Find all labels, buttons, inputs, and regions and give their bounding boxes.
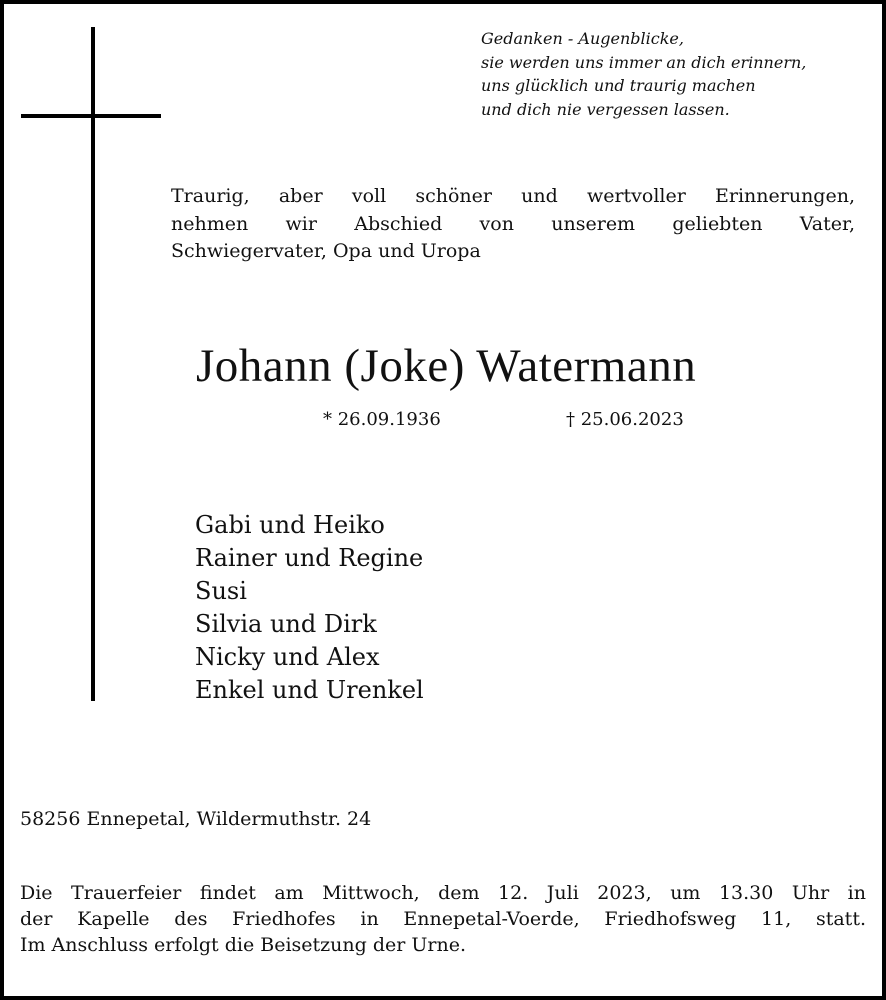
notice-line: der Kapelle des Friedhofes in Ennepetal-Voerde, Friedhofsweg 11, statt. xyxy=(20,908,866,930)
notice-line: Im Anschluss erfolgt die Beisetzung der Urne. xyxy=(20,934,466,956)
mourner-entry: Rainer und Regine xyxy=(195,544,424,572)
funeral-notice xyxy=(20,880,866,958)
poem-line: und dich nie vergessen lassen. xyxy=(481,99,730,119)
birth-date: * 26.09.1936 xyxy=(323,409,441,430)
mourner-entry: Silvia und Dirk xyxy=(195,610,377,638)
intro-line: Schwiegervater, Opa und Uropa xyxy=(171,240,481,262)
poem-line: sie werden uns immer an dich erinnern, xyxy=(481,52,807,72)
intro-text xyxy=(171,183,855,266)
deceased-name: Johann (Joke) Watermann xyxy=(196,340,697,392)
notice-line: Die Trauerfeier findet am Mittwoch, dem 12. Juli 2023, um 13.30 Uhr in xyxy=(20,882,866,904)
death-date: † 25.06.2023 xyxy=(566,409,684,430)
intro-line: nehmen wir Abschied von unserem geliebten Vater, xyxy=(171,212,855,235)
poem-quote xyxy=(481,27,806,121)
address: 58256 Ennepetal, Wildermuthstr. 24 xyxy=(20,808,372,830)
cross-vertical-bar xyxy=(91,27,95,701)
cross-horizontal-bar xyxy=(21,114,161,118)
mourner-entry: Nicky und Alex xyxy=(195,643,380,671)
mourners-list xyxy=(195,509,424,707)
mourner-entry: Susi xyxy=(195,577,247,605)
mourner-entry: Enkel und Urenkel xyxy=(195,676,424,704)
mourner-entry: Gabi und Heiko xyxy=(195,511,385,539)
poem-line: uns glücklich und traurig machen xyxy=(481,76,756,95)
poem-line: Gedanken - Augenblicke, xyxy=(481,29,684,48)
intro-line: Traurig, aber voll schöner und wertvoller Erinnerungen, xyxy=(171,185,855,207)
